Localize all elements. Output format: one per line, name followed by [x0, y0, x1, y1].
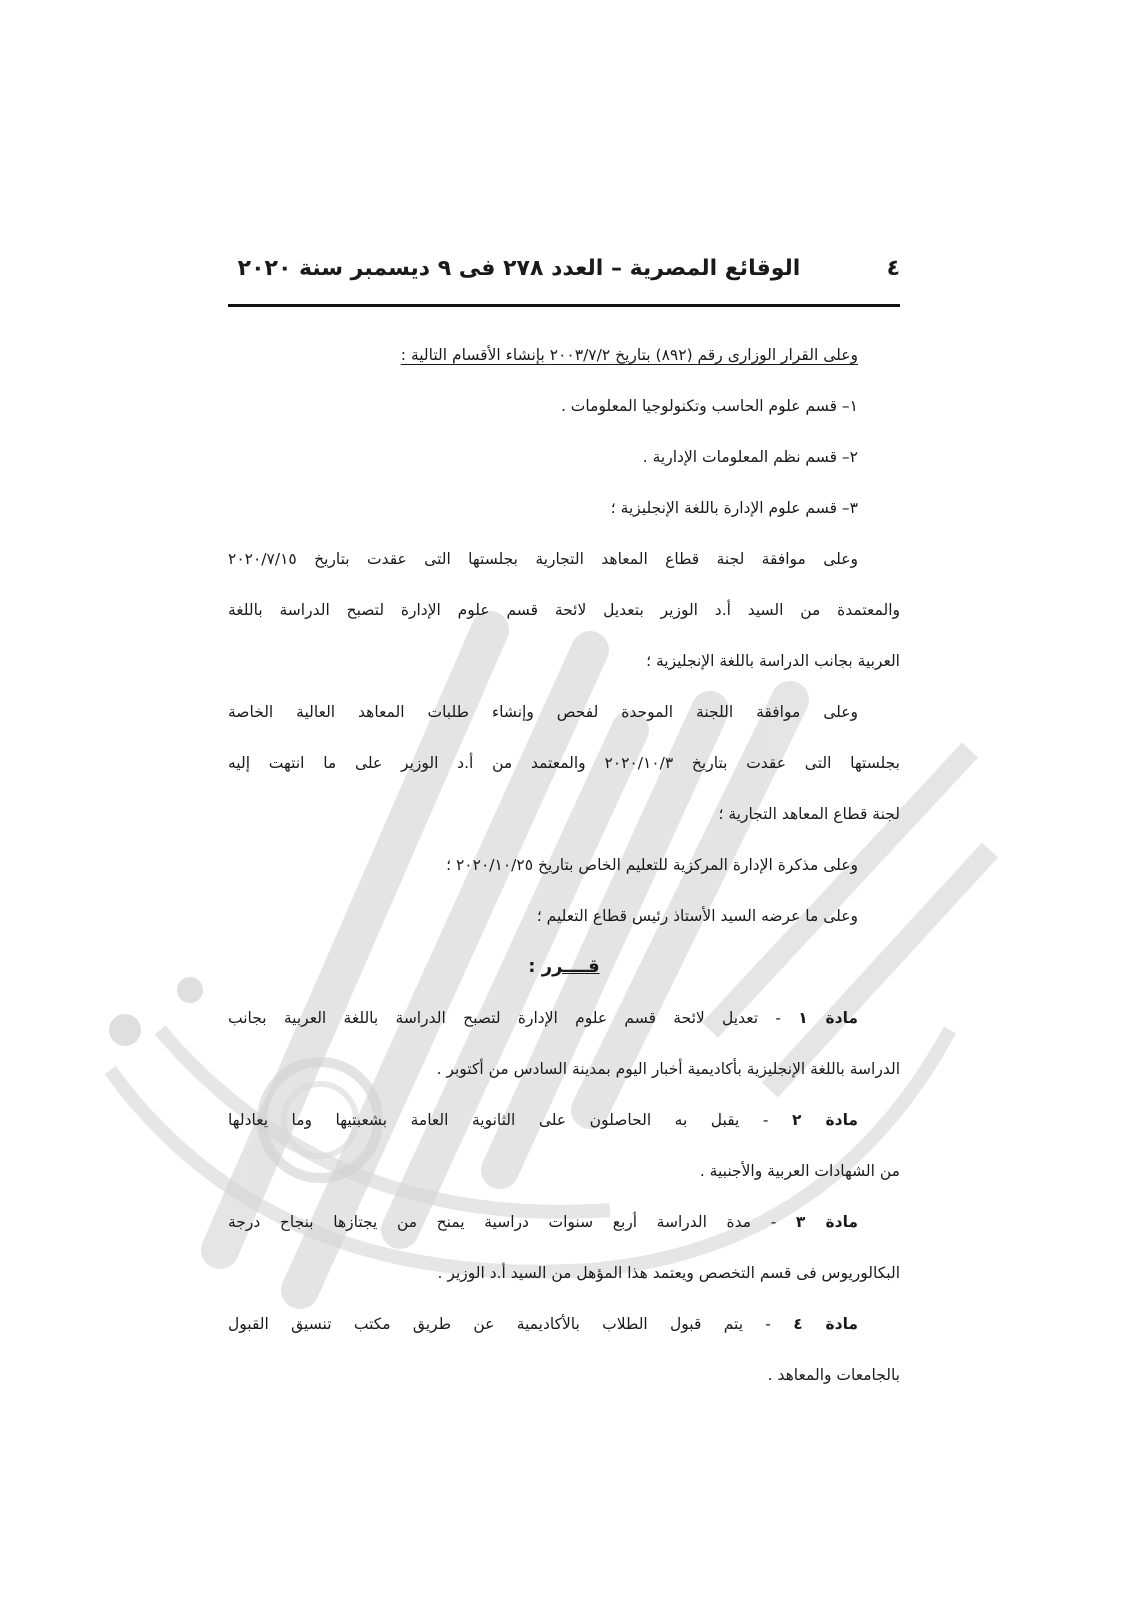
- decision-colon: :: [528, 956, 536, 977]
- article-text: - يتم قبول الطلاب بالأكاديمية عن طريق مكتب تنسيق القبول: [228, 1315, 771, 1333]
- list-item: ٢– قسم نظم المعلومات الإدارية .: [642, 448, 858, 466]
- page-header: [228, 256, 900, 302]
- preamble-line: العربية بجانب الدراسة باللغة الإنجليزية ؛: [646, 652, 900, 670]
- article-label: مادة ١: [798, 1009, 859, 1027]
- article-line: [228, 1309, 900, 1360]
- article-label: مادة ٢: [792, 1111, 858, 1129]
- article-line: [228, 1003, 900, 1054]
- preamble-line: لجنة قطاع المعاهد التجارية ؛: [718, 805, 900, 823]
- article-text: - يقبل به الحاصلون على الثانوية العامة بشعبتيها وما يعادلها: [228, 1111, 769, 1129]
- decision-heading: [228, 952, 900, 1003]
- list-item: ٣– قسم علوم الإدارة باللغة الإنجليزية ؛: [610, 499, 858, 517]
- list-item: ١– قسم علوم الحاسب وتكنولوجيا المعلومات .: [560, 397, 858, 415]
- article-label: مادة ٣: [795, 1213, 858, 1231]
- article-line: [228, 1105, 900, 1156]
- preamble-line: بجلستها التى عقدت بتاريخ ٢٠٢٠/١٠/٣ والمعتمد من أ.د الوزير على ما انتهت إليه: [228, 754, 900, 772]
- document-body: [228, 340, 900, 1411]
- article-line: الدراسة باللغة الإنجليزية بأكاديمية أخبار اليوم بمدينة السادس من أكتوبر .: [436, 1060, 900, 1078]
- preamble-line: والمعتمدة من السيد أ.د الوزير بتعديل لائحة قسم علوم الإدارة لتصبح الدراسة باللغة: [228, 601, 900, 619]
- page-number: ٤: [886, 256, 900, 281]
- article-line: بالجامعات والمعاهد .: [767, 1366, 900, 1384]
- article-text: - تعديل لائحة قسم علوم الإدارة لتصبح الدراسة باللغة العربية بجانب: [228, 1009, 781, 1027]
- header-divider: [228, 304, 900, 307]
- article-line: من الشهادات العربية والأجنبية .: [699, 1162, 900, 1180]
- article-label: مادة ٤: [793, 1315, 858, 1333]
- preamble-line: وعلى موافقة لجنة قطاع المعاهد التجارية بجلستها التى عقدت بتاريخ ٢٠٢٠/٧/١٥: [228, 550, 858, 568]
- decision-heading-text: قــــرر: [541, 956, 600, 977]
- preamble-line: وعلى مذكرة الإدارة المركزية للتعليم الخاص بتاريخ ٢٠٢٠/١٠/٢٥ ؛: [446, 856, 858, 874]
- preamble-line: وعلى القرار الوزارى رقم (٨٩٢) بتاريخ ٢٠٠٣/٧/٢ بإنشاء الأقسام التالية :: [400, 346, 858, 364]
- preamble-line: وعلى موافقة اللجنة الموحدة لفحص وإنشاء طلبات المعاهد العالية الخاصة: [228, 703, 858, 721]
- article-text: - مدة الدراسة أربع سنوات دراسية يمنح من يجتازها بنجاح درجة: [228, 1213, 777, 1231]
- preamble-line: وعلى ما عرضه السيد الأستاذ رئيس قطاع التعليم ؛: [536, 907, 858, 925]
- article-line: البكالوريوس فى قسم التخصص ويعتمد هذا المؤهل من السيد أ.د الوزير .: [437, 1264, 900, 1282]
- article-line: [228, 1207, 900, 1258]
- running-title: الوقائع المصرية – العدد ٢٧٨ فى ٩ ديسمبر سنة ٢٠٢٠: [237, 256, 801, 281]
